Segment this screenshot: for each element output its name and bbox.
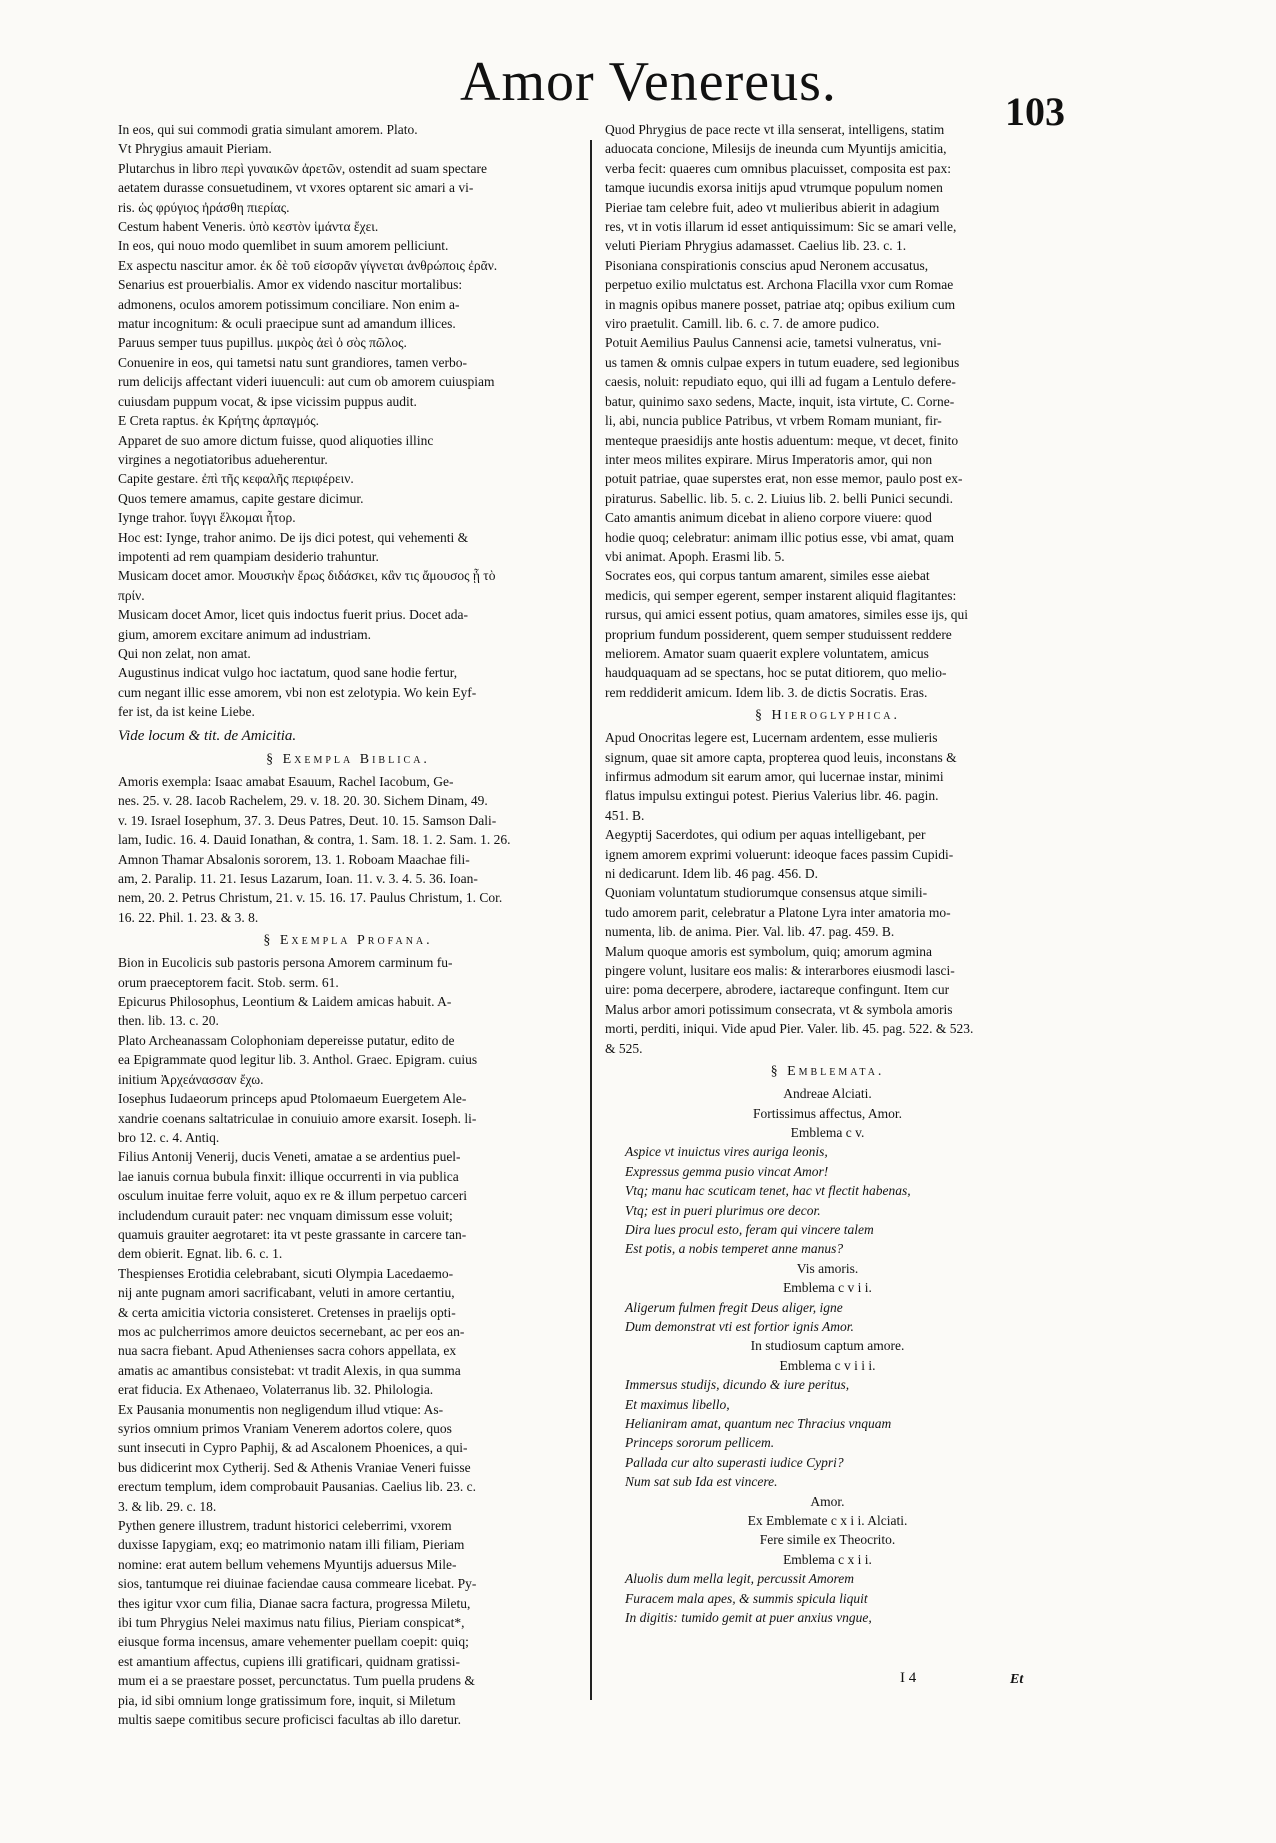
text-line: Expressus gemma pusio vincat Amor!: [625, 1163, 829, 1179]
text-line: admonens, oculos amorem potissimum conciliare. Non enim a-: [118, 296, 460, 312]
text-line: erectum templum, idem comprobauit Pausanias. Caelius lib. 23. c.: [118, 1479, 477, 1495]
emblem-author: Andreae Alciati.: [783, 1086, 872, 1102]
running-title: Amor Venereus.: [460, 51, 837, 113]
text-line: Cato amantis animum dicebat in alieno corpore viuere: quod: [605, 510, 932, 526]
text-line: Vtq; manu hac scuticam tenet, hac vt flectit habenas,: [625, 1183, 911, 1199]
text-line: Aspice vt inuictus vires auriga leonis,: [625, 1144, 828, 1160]
text-line: mos ac pulcherrimos amore deuictos secernebant, ac per eos an-: [118, 1323, 465, 1339]
text-line: erat fiducia. Ex Athenaeo, Volaterranus lib. 32. Philologia.: [118, 1382, 434, 1398]
text-line: cum negant illic esse amorem, vbi non est zelotypia. Wo kein Eyf-: [118, 684, 477, 700]
text-line: hodie quoq; celebratur: animam illic potius esse, vbi amat, quam: [605, 529, 955, 545]
text-line: then. lib. 13. c. 20.: [118, 1013, 219, 1029]
text-line: Princeps sororum pellicem.: [625, 1435, 775, 1451]
text-line: Et maximus libello,: [625, 1396, 730, 1412]
text-line: Augustinus indicat vulgo hoc iactatum, quod sane hodie fertur,: [118, 665, 458, 681]
text-line: Iosephus Iudaeorum princeps apud Ptolomaeum Euergetem Ale-: [118, 1091, 467, 1107]
text-line: syrios omnium primos Vraniam Venerem adortos colere, quos: [118, 1421, 452, 1436]
text-line: Dum demonstrat vti est fortior ignis Amor.: [625, 1318, 854, 1334]
text-line: pingere volunt, lusitare eos malis: & interarbores eiusmodi lasci-: [605, 963, 955, 979]
text-line: viro praetulit. Camill. lib. 6. c. 7. de amore pudico.: [605, 316, 880, 332]
text-line: Capite gestare. ἐπὶ τῆς κεφαλῆς περιφέρειν.: [118, 471, 354, 487]
text-line: pia, id sibi omnium longe gratissimum fore, inquit, si Miletum: [118, 1692, 456, 1708]
hieroglyphica-text: [605, 728, 1050, 1058]
text-line: Helianiram amat, quantum nec Thracius vnquam: [625, 1416, 892, 1431]
text-line: ris. ὡς φρύγιος ἠράσθη πιερίας.: [118, 199, 290, 215]
emblem-source-4: Ex Emblemate c x i i. Alciati.: [747, 1513, 908, 1529]
text-line: In eos, qui nouo modo quemlibet in suum amorem pelliciunt.: [118, 238, 449, 254]
text-line: rem reddiderit amicum. Idem lib. 3. de dictis Socratis. Eras.: [605, 684, 928, 700]
text-line: piraturus. Sabellic. lib. 5. c. 2. Liuius lib. 2. belli Punici secundi.: [605, 490, 953, 506]
text-line: tamque iucundis exorsa initijs apud vtrumque populum nomen: [605, 180, 943, 196]
text-line: Plutarchus in libro περὶ γυναικῶν ἀρετῶν, ostendit ad suam spectare: [118, 160, 487, 176]
left-top-text: [118, 120, 578, 722]
text-line: Thespienses Erotidia celebrabant, sicuti Olympia Lacedaemo-: [118, 1265, 454, 1281]
text-line: quamuis grauiter aegrotaret: ita vt peste grassante in carcere tan-: [118, 1226, 467, 1242]
text-line: Dira lues procul esto, feram qui vincere talem: [625, 1221, 874, 1237]
emblem-title-1: Fortissimus affectus, Amor.: [752, 1105, 902, 1121]
text-line: nij ante pugnam amori sacrificabant, veluti in amore certantiu,: [118, 1285, 455, 1301]
text-line: in magnis opibus manere posset, patriae atq; opibus exilium cum: [605, 296, 956, 312]
text-line: Paruus semper tuus pupillus. μικρὸς ἀεὶ ὁ σὸς πῶλος.: [118, 335, 407, 351]
text-line: v. 19. Israel Iosephum, 37. 3. Deus Patres, Deut. 10. 15. Samson Dali-: [118, 812, 497, 828]
text-line: Epicurus Philosophus, Leontium & Laidem amicas habuit. A-: [118, 994, 452, 1010]
text-line: matur incognitum: & oculi praecipue sunt ad amandum illices.: [118, 316, 456, 332]
section-heading-biblica: § Exempla Biblica.: [266, 752, 430, 767]
text-line: Vt Phrygius amauit Pieriam.: [118, 141, 272, 157]
text-line: & certa amicitia victoria consisteret. Cretenses in praelijs opti-: [118, 1304, 456, 1320]
emblem-source-4b: Fere simile ex Theocrito.: [759, 1532, 896, 1548]
text-line: Iynge trahor. ἴυγγι ἕλκομαι ἦτορ.: [118, 510, 296, 526]
text-line: In digitis: tumido gemit at puer anxius vngue,: [625, 1610, 872, 1626]
text-line: Amnon Thamar Absalonis sororem, 13. 1. Roboam Maachae fili-: [118, 851, 470, 867]
text-line: aetatem durasse consuetudinem, vt vxores optarent sic amari a vi-: [118, 180, 474, 196]
emblem-number-4: Emblema c x i i.: [783, 1551, 872, 1567]
text-line: xandrie coenans saltatriculae in conuiuio amore exarsit. Ioseph. li-: [118, 1110, 477, 1126]
text-line: ignem amorem exprimi voluerunt: ideoque faces passim Cupidi-: [605, 846, 954, 862]
text-line: infirmus admodum sit earum amor, qui lucernae instar, minimi: [605, 769, 944, 784]
text-line: eiusque forma incensus, amare vehementer puellam coepit: quiq;: [118, 1634, 469, 1650]
text-line: meliorem. Amator suam quaerit explere voluntatem, amicus: [605, 645, 929, 661]
text-line: dem obierit. Egnat. lib. 6. c. 1.: [118, 1246, 283, 1262]
text-line: Socrates eos, qui corpus tantum amarent, similes esse aiebat: [605, 568, 930, 584]
emblem-title-4: Amor.: [810, 1493, 845, 1509]
text-line: osculum inuitae ferre voluit, aquo ex re & illum perpetuo carceri: [118, 1188, 467, 1204]
right-top-text: [605, 120, 1050, 702]
text-line: gium, amorem excitare animum ad industriam.: [118, 626, 372, 642]
text-line: caesis, noluit: repudiato equo, qui illi ad fugam a Lentulo defere-: [605, 374, 956, 390]
text-line: us tamen & omnis culpae expers in tutum euadere, sed legionibus: [605, 354, 960, 370]
emblem-title-2: Vis amoris.: [796, 1260, 859, 1276]
text-line: Malus arbor amori potissimum consecrata, vt & symbola amoris: [605, 1001, 953, 1017]
text-line: nomine: erat autem bellum vehemens Myuntijs aduersus Mile-: [118, 1556, 457, 1572]
text-line: Ex Pausania monumentis non negligendum illud vtique: As-: [118, 1401, 444, 1417]
text-line: Conuenire in eos, qui tametsi natu sunt grandiores, tamen verbo-: [118, 354, 468, 370]
text-line: menteque praesidijs ante hostis aduentum: meque, vt decet, finito: [605, 432, 959, 448]
section-heading-profana: § Exempla Profana.: [263, 933, 433, 949]
text-line: Pisoniana conspirationis conscius apud Neronem accusatus,: [605, 257, 929, 273]
text-line: orum praeceptorem facit. Stob. serm. 61.: [118, 974, 339, 990]
text-line: flatus impulsu extingui potest. Pierius Valerius libr. 46. pagin.: [605, 788, 939, 804]
text-line: sios, tantumque rei diuinae faciendae causa commeare licebat. Py-: [118, 1576, 477, 1592]
text-line: Pythen genere illustrem, tradunt historici celeberrimi, vxorem: [118, 1518, 452, 1534]
text-line: Aligerum fulmen fregit Deus aliger, igne: [625, 1299, 843, 1315]
section-heading-emblemata: § Emblemata.: [770, 1064, 885, 1080]
text-line: li, abi, nuncia publice Patribus, vt vrbem Romam muniant, fir-: [605, 413, 942, 429]
text-line: Apparet de suo amore dictum fuisse, quod aliquoties illinc: [118, 432, 434, 448]
text-line: Qui non zelat, non amat.: [118, 645, 251, 661]
text-line: ibi tum Phrygius Nelei maximus natu filius, Pieriam conspicat*,: [118, 1615, 465, 1631]
text-line: verba fecit: quaeres cum omnibus placuisset, composita est pax:: [605, 160, 952, 176]
text-line: numenta, lib. de anima. Pier. Val. lib. 47. pag. 459. B.: [605, 924, 895, 940]
text-line: morti, perditi, iniqui. Vide apud Pier. Valer. lib. 45. pag. 522. & 523.: [605, 1021, 974, 1037]
text-line: bro 12. c. 4. Antiq.: [118, 1129, 220, 1145]
text-line: nem, 20. 2. Petrus Christum, 21. v. 15. 16. 17. Paulus Christum, 1. Cor.: [118, 890, 503, 906]
text-line: Ex aspectu nascitur amor. ἐκ δὲ τοῦ εἰσορᾶν γίγνεται ἀνθρώποις ἐρᾶν.: [118, 257, 498, 273]
text-line: Cestum habent Veneris. ὑπὸ κεστὸν ἱμάντα ἔχει.: [118, 219, 379, 235]
emblem-number-2: Emblema c v i i.: [783, 1280, 872, 1296]
text-line: virgines a negotiatoribus adueherentur.: [118, 451, 328, 467]
text-line: cuiusdam puppum vocat, & ipse vicissim puppus audit.: [118, 393, 417, 409]
column-divider: [590, 140, 592, 1700]
text-line: nes. 25. v. 28. Iacob Rachelem, 29. v. 18. 20. 30. Sichem Dinam, 49.: [118, 793, 488, 809]
text-line: impotenti ad rem quampiam desiderio trahuntur.: [118, 548, 379, 564]
text-line: potuit patriae, quae superstes erat, non esse memor, paulo post ex-: [605, 471, 963, 487]
text-line: Hoc est: Iynge, trahor animo. De ijs dici potest, qui vehementi &: [118, 529, 469, 545]
text-line: Quos temere amamus, capite gestare dicimur.: [118, 490, 364, 506]
text-line: & 525.: [605, 1040, 643, 1056]
text-line: Quoniam voluntatum studiorumque consensus atque simili-: [605, 885, 928, 901]
text-line: 3. & lib. 29. c. 18.: [118, 1498, 217, 1514]
text-line: multis saepe comitibus secure proficisci facultas ab illo daretur.: [118, 1712, 462, 1728]
biblica-text: [118, 772, 578, 927]
text-line: Filius Antonij Venerij, ducis Veneti, amatae a se ardentius puel-: [118, 1149, 461, 1165]
text-line: rum delicijs affectant videri iuuenculi: aut cum ob amorem cuiuspiam: [118, 374, 495, 390]
text-line: lam, Iudic. 16. 4. Dauid Ionathan, & contra, 1. Sam. 18. 1. 2. Sam. 1. 26.: [118, 832, 511, 848]
catchword: Et: [1010, 1672, 1024, 1687]
text-line: medicis, qui semper egerent, semper instarent aliquid flagitantes:: [605, 587, 957, 603]
text-line: est amantium affectus, cupiens illi gratificari, quidnam gratissi-: [118, 1653, 461, 1669]
text-line: nua sacra fiebant. Apud Athenienses sacra cohors appellata, ex: [118, 1343, 457, 1359]
page-number: 103: [1005, 89, 1065, 134]
text-line: batur, quinimo saxo sedens, Macte, inquit, ista virtute, C. Corne-: [605, 393, 955, 409]
emblem-verse-3: [605, 1375, 1050, 1491]
text-line: 16. 22. Phil. 1. 23. & 3. 8.: [118, 909, 259, 925]
text-line: vbi animat. Apoph. Erasmi lib. 5.: [605, 548, 785, 564]
text-line: Est potis, a nobis temperet anne manus?: [625, 1241, 844, 1257]
emblem-verse-1: [605, 1142, 1050, 1258]
text-line: Furacem mala apes, & summis spicula liquit: [625, 1590, 868, 1606]
text-line: mum ei a se praestare posset, percunctatus. Tum puella prudens &: [118, 1673, 475, 1689]
text-line: res, vt in votis illarum id esset antiquissimum: Sic se amari velle,: [605, 219, 957, 235]
text-line: Num sat sub Ida est vincere.: [625, 1474, 778, 1490]
text-line: Amoris exempla: Isaac amabat Esauum, Rachel Iacobum, Ge-: [118, 774, 454, 789]
section-heading-hieroglyphica: § Hieroglyphica.: [755, 708, 900, 724]
text-line: tudo amorem parit, celebratur a Platone Lyra inter amatoria mo-: [605, 904, 951, 920]
text-line: inter meos milites expirare. Mirus Imperatoris amor, qui non: [605, 451, 933, 467]
text-line: signum, quae sit amore capta, propterea quod leuis, inconstans &: [605, 749, 957, 765]
text-line: haudquaquam ad se spectans, hoc se putat ditiorem, quo melio-: [605, 665, 947, 681]
see-also-note: Vide locum & tit. de Amicitia.: [118, 727, 297, 744]
text-line: Musicam docet Amor, licet quis indoctus fuerit prius. Docet ada-: [118, 607, 468, 623]
text-line: ni dedicarunt. Idem lib. 46 pag. 456. D.: [605, 866, 818, 882]
text-line: bus didicerint mox Cytherij. Sed & Athenis Vraniae Veneri fuisse: [118, 1459, 471, 1475]
text-line: 451. B.: [605, 807, 645, 823]
text-line: In eos, qui sui commodi gratia simulant amorem. Plato.: [118, 122, 418, 137]
emblem-number-1: Emblema c v.: [790, 1124, 865, 1140]
text-line: initium Ἀρχεάνασσαν ἔχω.: [118, 1071, 264, 1087]
text-line: sunt insecuti in Cypro Paphij, & ad Ascalonem Phoenices, a qui-: [118, 1440, 468, 1456]
text-line: Pallada cur alto superasti iudice Cypri?: [625, 1454, 844, 1470]
text-line: veluti Pieriam Phrygius adamasset. Caelius lib. 23. c. 1.: [605, 238, 907, 254]
text-line: Aegyptij Sacerdotes, qui odium per aquas intelligebant, per: [605, 827, 926, 843]
emblem-title-3: In studiosum captum amore.: [750, 1338, 905, 1354]
signature-mark: I 4: [900, 1670, 917, 1686]
text-line: aduocata concione, Milesijs de ineunda cum Myuntijs amicitia,: [605, 141, 947, 157]
text-line: lae ianuis cornua bubula finxit: illique occurrenti in via publica: [118, 1168, 459, 1184]
left-column: [118, 120, 578, 1730]
text-line: includendum curauit pater: nec vnquam dimissum esse voluit;: [118, 1207, 453, 1223]
text-line: duxisse Iapygiam, exq; eo matrimonio natam illi filiam, Pieriam: [118, 1537, 465, 1553]
text-line: Pieriae tam celebre fuit, adeo vt mulieribus abierit in adagium: [605, 199, 940, 215]
profana-text: [118, 953, 578, 1729]
text-line: Immersus studijs, dicundo & iure peritus,: [625, 1377, 850, 1393]
text-line: πρίν.: [118, 587, 145, 603]
text-line: Aluolis dum mella legit, percussit Amorem: [625, 1571, 854, 1587]
text-line: uire: poma decerpere, abrodere, iactareque confingunt. Item cur: [605, 982, 950, 998]
emblem-verse-2: [605, 1298, 1050, 1337]
text-line: Malum quoque amoris est symbolum, quiq; amorum agmina: [605, 943, 932, 959]
text-line: Musicam docet amor. Μουσικὴν ἔρως διδάσκει, κἂν τις ἄμουσος ᾖ τὸ: [118, 568, 496, 584]
text-line: Potuit Aemilius Paulus Cannensi acie, tametsi vulneratus, vni-: [605, 335, 942, 351]
emblem-verse-4: [605, 1569, 1050, 1627]
text-line: perpetuo exilio mulctatus est. Archona Flacilla vxor cum Romae: [605, 277, 954, 293]
text-line: rursus, qui amici essent potius, quam amatores, similes esse ijs, qui: [605, 607, 968, 623]
text-line: Plato Archeanassam Colophoniam depereisse putatur, edito de: [118, 1032, 455, 1048]
text-line: am, 2. Paralip. 11. 21. Iesus Lazarum, Ioan. 11. v. 3. 4. 5. 36. Ioan-: [118, 871, 478, 887]
text-line: E Creta raptus. ἐκ Κρήτης ἁρπαγμός.: [118, 413, 319, 429]
text-line: Senarius est prouerbialis. Amor ex videndo nascitur mortalibus:: [118, 277, 463, 293]
text-line: amatis ac amantibus consistebat: vt tradit Alexis, in qua summa: [118, 1362, 461, 1378]
emblem-number-3: Emblema c v i i i.: [779, 1357, 876, 1373]
text-line: Quod Phrygius de pace recte vt illa senserat, intelligens, statim: [605, 122, 945, 137]
text-line: thes igitur vxor cum filia, Dianae sacra factura, progressa Miletu,: [118, 1595, 471, 1611]
text-line: Apud Onocritas legere est, Lucernam ardentem, esse mulieris: [605, 730, 938, 746]
text-line: fer ist, da ist keine Liebe.: [118, 704, 255, 720]
right-column: [605, 120, 1050, 1627]
text-line: proprium fundum possiderent, quem semper studuissent reddere: [605, 626, 952, 642]
text-line: Bion in Eucolicis sub pastoris persona Amorem carminum fu-: [118, 955, 453, 971]
text-line: Vtq; est in pueri plurimus ore decor.: [625, 1202, 821, 1218]
text-line: ea Epigrammate quod legitur lib. 3. Anthol. Graec. Epigram. cuius: [118, 1052, 478, 1068]
